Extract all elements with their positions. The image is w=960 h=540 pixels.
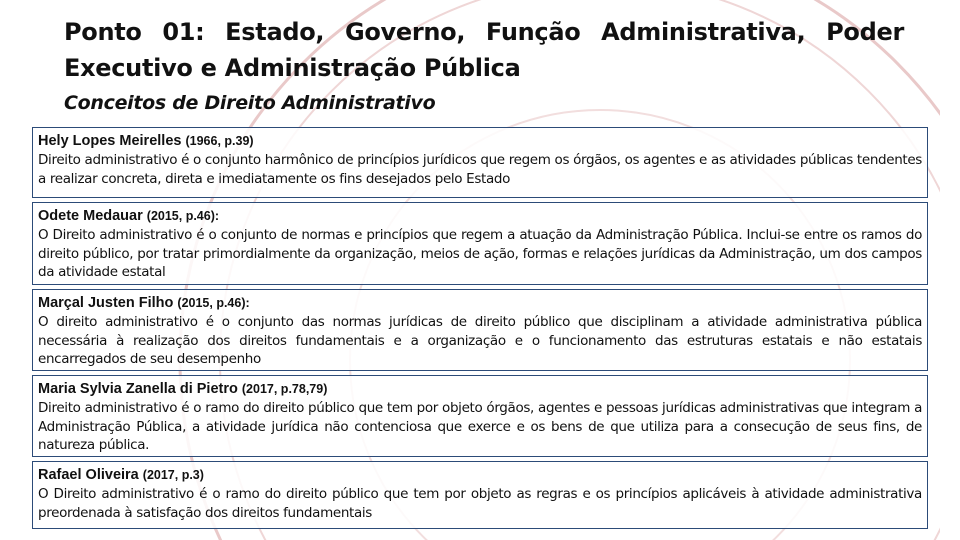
author-name: Maria Sylvia Zanella di Pietro: [38, 381, 238, 397]
concept-box-odete-medauar: [32, 202, 928, 285]
author-reference: (2017, p.78,79): [241, 382, 328, 396]
author-name: Odete Medauar: [38, 208, 143, 224]
author-reference: (2015, p.46):: [177, 296, 250, 310]
concept-header: [38, 466, 922, 485]
concept-box-maria-sylvia-zanella-di-pietro: [32, 375, 928, 457]
author-reference: (2017, p.3): [142, 468, 204, 482]
author-name: Rafael Oliveira: [38, 467, 139, 483]
author-name: Hely Lopes Meirelles: [38, 133, 182, 149]
author-reference: (2015, p.46):: [146, 209, 220, 223]
slide-subtitle: Conceitos de Direito Administrativo: [64, 92, 436, 114]
author-name: Marçal Justen Filho: [38, 295, 174, 311]
concept-header: [38, 207, 922, 226]
concept-box-rafael-oliveira: [32, 461, 928, 529]
concept-text: O Direito administrativo é o conjunto de normas e princípios que regem a atuação da Administração Pública. Inclui-se entre os ramos do direito público, por tratar primordialmente da organização, meios de ação, formas e relações jurídicas da Administração, um dos campos da atividade estatal: [38, 227, 922, 280]
concept-box-marcal-justen-filho: [32, 289, 928, 371]
concept-header: [38, 132, 922, 151]
slide-title: Ponto 01: Estado, Governo, Função Administrativa, Poder Executivo e Administração Pública: [64, 18, 904, 82]
concept-text: O direito administrativo é o conjunto das normas jurídicas de direito público que disciplinam a atividade administrativa pública necessária à realização dos direitos fundamentais e a organização e o funcionamento das estruturas estatais e não estatais encarregados de seu desempenho: [38, 314, 922, 367]
concept-text: Direito administrativo é o ramo do direito público que tem por objeto órgãos, agentes e pessoas jurídicas administrativas que integram a Administração Pública, a atividade jurídica não contenciosa que exerce e os bens de que utiliza para a consecução de seus fins, de natureza pública.: [38, 400, 922, 453]
concept-box-hely-lopes-meirelles: [32, 127, 928, 198]
concept-header: [38, 294, 922, 313]
concept-header: [38, 380, 922, 399]
concept-text: O Direito administrativo é o ramo do direito público que tem por objeto as regras e os princípios aplicáveis à atividade administrativa preordenada à satisfação dos direitos fundamentais: [38, 486, 922, 521]
concept-text: Direito administrativo é o conjunto harmônico de princípios jurídicos que regem os órgãos, os agentes e as atividades públicas tendentes a realizar concreta, direta e imediatamente os fins desejados pelo Estado: [38, 152, 922, 187]
author-reference: (1966, p.39): [185, 134, 254, 148]
